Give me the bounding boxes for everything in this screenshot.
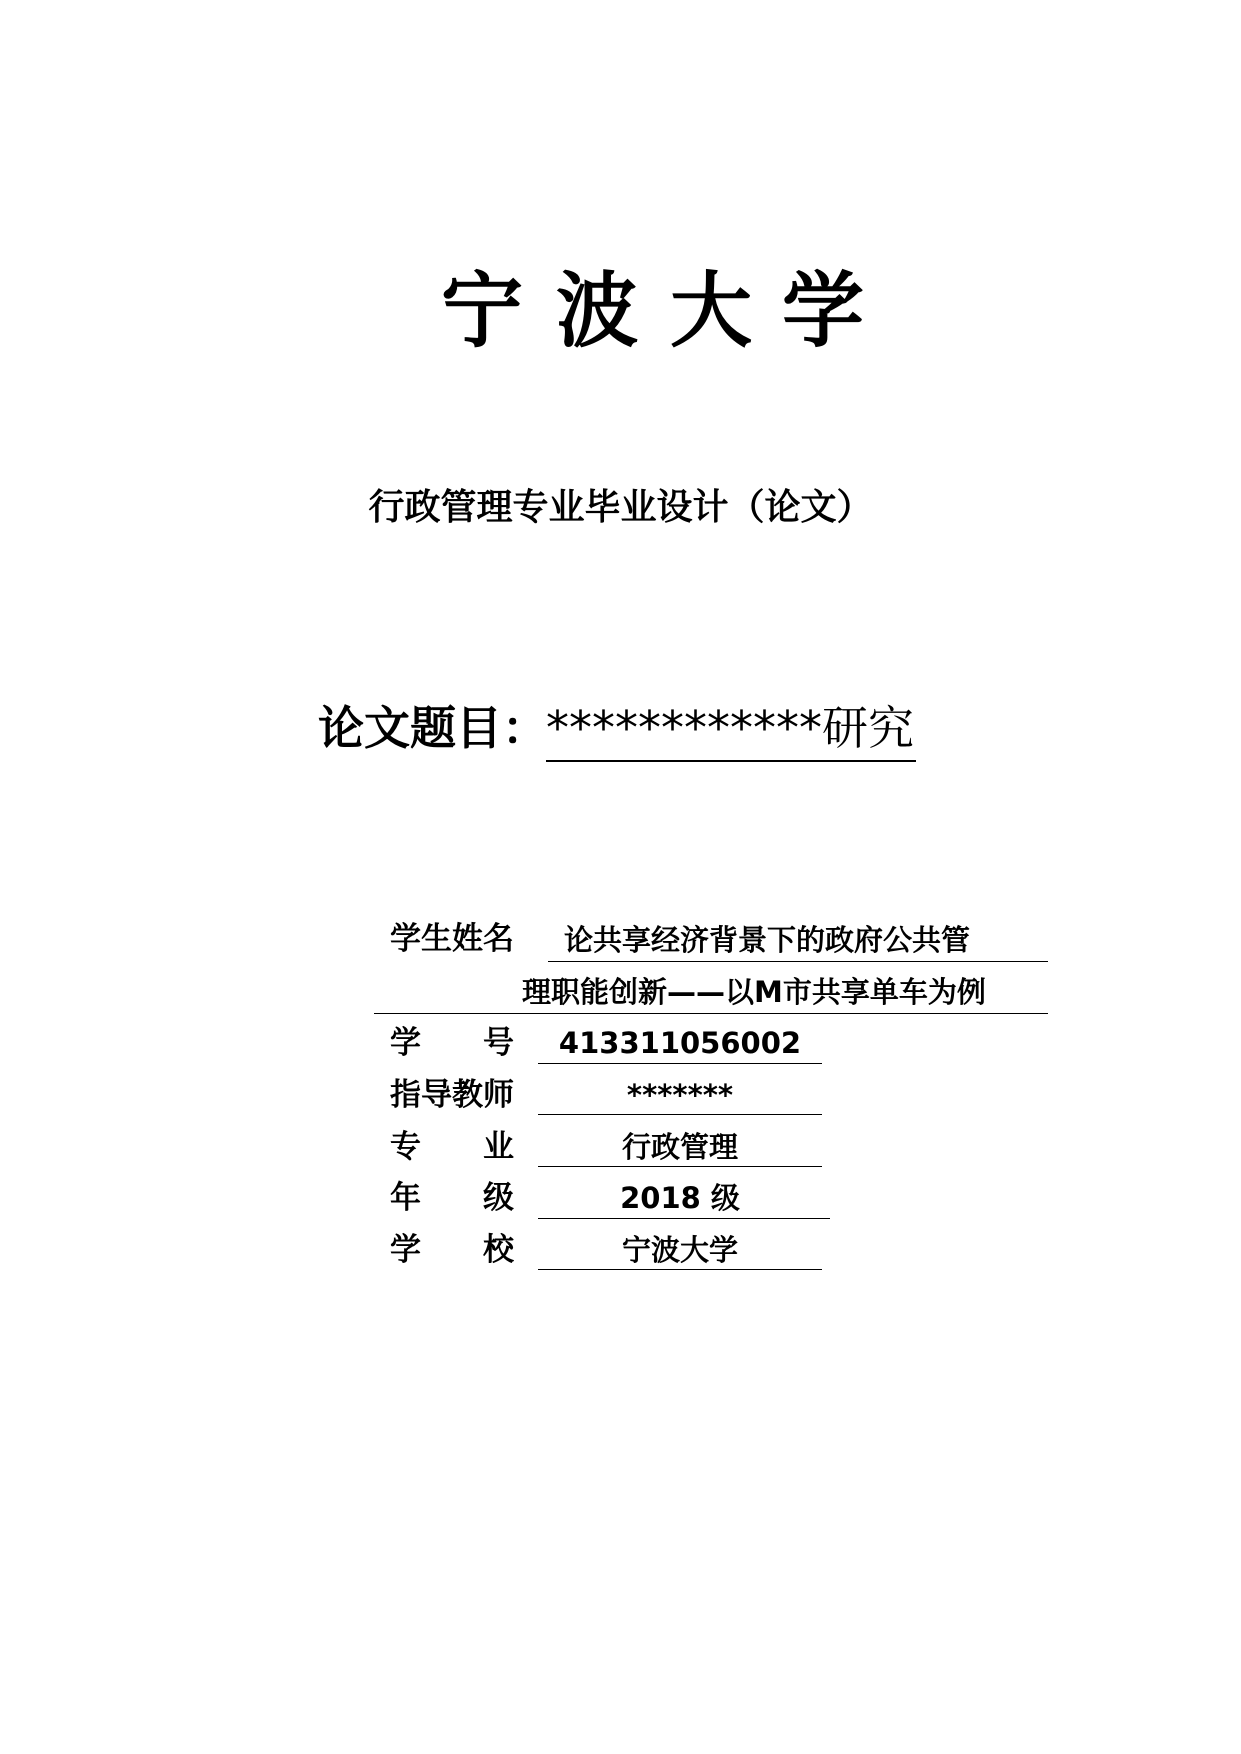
student-id-underline	[538, 1063, 822, 1064]
student-name-label: 学生姓名	[390, 921, 514, 957]
university-char-3: 大	[670, 263, 753, 359]
advisor-value: *******	[626, 1078, 734, 1112]
thesis-title-value: ************研究	[546, 701, 914, 755]
student-name-value-line1: 论共享经济背景下的政府公共管	[564, 923, 971, 957]
university-char-2: 波	[556, 263, 639, 359]
major-label: 专 业	[390, 1129, 514, 1165]
thesis-title-label: 论文题目：	[318, 701, 548, 755]
university-char-4: 学	[782, 263, 865, 359]
student-id-value: 413311056002	[558, 1026, 802, 1060]
university-char-1: 宁	[441, 263, 524, 359]
school-underline	[538, 1269, 822, 1270]
student-name-underline-2	[374, 1013, 1048, 1014]
school-value: 宁波大学	[621, 1233, 738, 1267]
thesis-title-underline	[546, 760, 916, 762]
student-name-value-line2: 理职能创新——以M市共享单车为例	[522, 975, 986, 1009]
major-underline	[538, 1166, 822, 1167]
grade-label: 年 级	[390, 1180, 514, 1216]
thesis-type-subtitle: 行政管理专业毕业设计（论文）	[368, 487, 873, 528]
grade-value: 2018 级	[620, 1181, 740, 1215]
grade-underline	[538, 1218, 830, 1219]
student-name-underline-1	[548, 961, 1048, 962]
advisor-underline	[538, 1114, 822, 1115]
advisor-label: 指导教师	[390, 1077, 514, 1113]
student-id-label: 学 号	[390, 1025, 514, 1061]
school-label: 学 校	[390, 1232, 514, 1268]
major-value: 行政管理	[621, 1130, 738, 1164]
